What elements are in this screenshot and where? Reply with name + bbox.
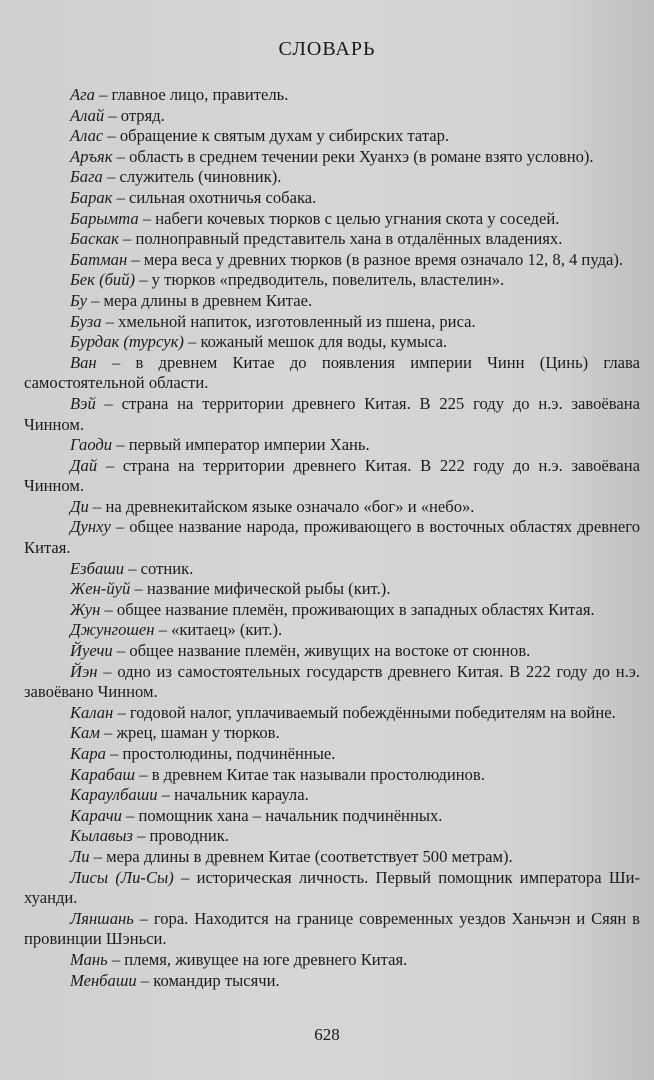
glossary-definition: – служитель (чиновник). xyxy=(102,167,282,187)
glossary-definition: – общее название народа, проживающего в восточных областях древнего Китая. xyxy=(24,517,640,558)
glossary-definition: – проводник. xyxy=(132,826,229,846)
glossary-definition: – страна на территории древнего Китая. В 225 году до н.э. завоёвана Чинном. xyxy=(24,393,640,434)
glossary-term: Бурдак (турсук) xyxy=(70,332,184,352)
glossary-entry xyxy=(24,435,640,456)
glossary-entry xyxy=(24,703,640,724)
glossary-entry xyxy=(24,950,640,971)
glossary-definition: – жрец, шаман у тюрков. xyxy=(99,723,280,743)
glossary-entry xyxy=(24,579,640,600)
glossary-definition: – в древнем Китае до появления империи Чинн (Цинь) глава самостоятельной области. xyxy=(24,352,640,393)
glossary-entry xyxy=(24,826,640,847)
glossary-entry xyxy=(24,394,640,435)
glossary-definition: – сотник. xyxy=(124,558,194,578)
glossary-definition: – название мифической рыбы (кит.). xyxy=(130,579,391,599)
glossary-term: Бу xyxy=(70,290,87,310)
glossary-entry xyxy=(24,517,640,558)
glossary-term: Барымта xyxy=(70,208,139,228)
glossary-entry xyxy=(24,291,640,312)
glossary-term: Буза xyxy=(70,311,102,331)
glossary-term: Йуечи xyxy=(70,641,113,661)
glossary-entry xyxy=(24,188,640,209)
glossary-definition: – область в среднем течении реки Хуанхэ (в романе взято условно). xyxy=(112,146,594,166)
glossary-definition: – в древнем Китае так называли простолюдинов. xyxy=(135,764,485,784)
glossary-definition: – начальник караула. xyxy=(157,785,309,805)
glossary-term: Лисы (Ли-Сы) xyxy=(70,867,174,887)
glossary-entry xyxy=(24,497,640,518)
glossary-definition: – племя, живущее на юге древнего Китая. xyxy=(107,949,408,969)
glossary-definition: – годовой налог, уплачиваемый побеждёнными победителям на войне. xyxy=(113,702,616,722)
glossary-entry xyxy=(24,744,640,765)
glossary-entry xyxy=(24,868,640,909)
glossary-term: Калан xyxy=(70,702,114,722)
glossary-term: Жун xyxy=(70,599,101,619)
glossary-term: Кылавыз xyxy=(70,826,133,846)
glossary-definition: – сильная охотничья собака. xyxy=(112,187,317,207)
glossary-term: Бага xyxy=(70,167,103,187)
glossary-entries xyxy=(24,85,640,991)
glossary-definition: – у тюрков «предводитель, повелитель, властелин». xyxy=(135,270,505,290)
glossary-term: Карабаш xyxy=(70,764,136,784)
glossary-definition: – командир тысячи. xyxy=(136,970,280,990)
glossary-entry xyxy=(24,332,640,353)
glossary-definition: – историческая личность. Первый помощник императора Ши-хуанди. xyxy=(24,867,640,908)
glossary-term: Алай xyxy=(70,105,105,125)
glossary-entry xyxy=(24,270,640,291)
glossary-entry xyxy=(24,126,640,147)
glossary-definition: – помощник хана – начальник подчинённых. xyxy=(121,805,443,825)
glossary-term: Ага xyxy=(70,85,95,104)
page-number: 628 xyxy=(314,1025,340,1044)
glossary-definition: – общее название племён, проживающих в западных областях Китая. xyxy=(100,599,595,619)
glossary-term: Жен-йуй xyxy=(70,579,131,599)
glossary-definition: – мера длины в древнем Китае (соответствует 500 метрам). xyxy=(89,846,513,866)
page-title: СЛОВАРЬ xyxy=(278,38,376,60)
glossary-term: Гаоди xyxy=(70,435,113,455)
glossary-term: Джунгошен xyxy=(70,620,155,640)
glossary-definition: – простолюдины, подчинённые. xyxy=(105,744,336,763)
glossary-definition: – полноправный представитель хана в отдалённых владениях. xyxy=(118,229,563,249)
glossary-definition: – кожаный мешок для воды, кумыса. xyxy=(183,332,448,352)
glossary-entry xyxy=(24,620,640,641)
glossary-term: Езбаши xyxy=(70,558,125,578)
glossary-entry xyxy=(24,167,640,188)
glossary-entry xyxy=(24,765,640,786)
glossary-entry xyxy=(24,723,640,744)
glossary-definition: – «китаец» (кит.). xyxy=(154,620,283,640)
glossary-term: Аръяк xyxy=(70,146,113,166)
glossary-term: Кам xyxy=(70,723,100,743)
glossary-term: Ван xyxy=(70,352,97,372)
glossary-entry xyxy=(24,229,640,250)
glossary-term: Ли xyxy=(70,846,90,866)
glossary-entry xyxy=(24,641,640,662)
glossary-term: Барак xyxy=(70,187,113,207)
glossary-term: Бек (бий) xyxy=(70,270,136,290)
glossary-term: Батман xyxy=(70,249,128,269)
glossary-term: Караулбаши xyxy=(70,785,158,805)
glossary-term: Менбаши xyxy=(70,970,137,990)
glossary-term: Дай xyxy=(70,455,98,475)
glossary-entry xyxy=(24,600,640,621)
glossary-entry xyxy=(24,312,640,333)
glossary-definition: – отряд. xyxy=(104,105,165,125)
glossary-term: Мань xyxy=(70,949,108,969)
glossary-term: Йэн xyxy=(70,661,98,681)
glossary-entry xyxy=(24,662,640,703)
glossary-entry xyxy=(24,847,640,868)
glossary-definition: – мера веса у древних тюрков (в разное время означало 12, 8, 4 пуда). xyxy=(127,249,624,269)
glossary-definition: – страна на территории древнего Китая. В 222 году до н.э. завоёвана Чинном. xyxy=(24,455,640,496)
glossary-entry xyxy=(24,85,640,106)
glossary-entry xyxy=(24,250,640,271)
glossary-definition: – главное лицо, правитель. xyxy=(94,85,289,104)
glossary-definition: – первый император империи Хань. xyxy=(112,435,370,455)
glossary-entry xyxy=(24,971,640,992)
glossary-definition: – общее название племён, живущих на востоке от сюннов. xyxy=(112,641,531,661)
glossary-entry xyxy=(24,559,640,580)
glossary-definition: – мера длины в древнем Китае. xyxy=(86,290,313,310)
glossary-definition: – набеги кочевых тюрков с целью угнания скота у соседей. xyxy=(138,208,560,228)
glossary-entry xyxy=(24,806,640,827)
glossary-term: Дунху xyxy=(70,517,111,537)
glossary-term: Кара xyxy=(70,744,106,763)
glossary-term: Карачи xyxy=(70,805,122,825)
glossary-entry xyxy=(24,456,640,497)
glossary-definition: – одно из самостоятельных государств древнего Китая. В 222 году до н.э. завоёвано Чинном. xyxy=(24,661,640,702)
glossary-term: Баскак xyxy=(70,229,119,249)
glossary-term: Ди xyxy=(70,496,89,516)
glossary-term: Ляншань xyxy=(70,908,134,928)
glossary-entry xyxy=(24,909,640,950)
glossary-definition: – обращение к святым духам у сибирских татар. xyxy=(103,126,450,146)
glossary-definition: – гора. Находится на границе современных уездов Ханьчэн и Сяян в провинции Шэньси. xyxy=(24,908,640,949)
glossary-definition: – хмельной напиток, изготовленный из пшена, риса. xyxy=(101,311,476,331)
glossary-term: Вэй xyxy=(70,393,96,413)
glossary-entry xyxy=(24,209,640,230)
glossary-entry xyxy=(24,353,640,394)
glossary-entry xyxy=(24,785,640,806)
glossary-definition: – на древнекитайском языке означало «бог» и «небо». xyxy=(88,496,475,516)
glossary-term: Алас xyxy=(70,126,104,146)
glossary-entry xyxy=(24,106,640,127)
glossary-entry xyxy=(24,147,640,168)
